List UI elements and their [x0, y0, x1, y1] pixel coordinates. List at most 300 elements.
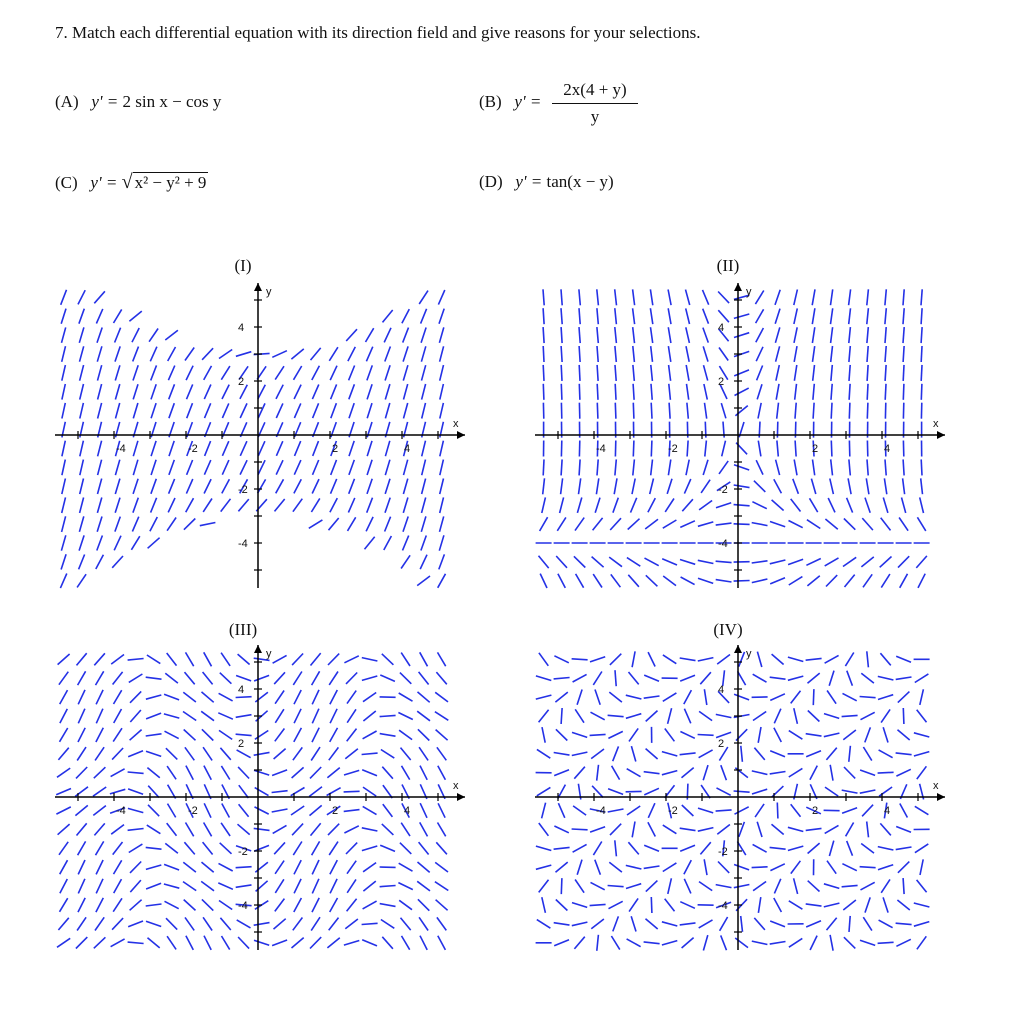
slope-segment	[721, 403, 726, 418]
slope-segment	[863, 747, 871, 761]
slope-segment	[275, 709, 284, 723]
slope-segment	[79, 327, 84, 342]
slope-segment	[275, 366, 284, 379]
slope-segment	[808, 711, 820, 722]
slope-segment	[238, 767, 249, 779]
x-axis-arrow-icon	[937, 793, 945, 801]
slope-segment	[222, 804, 230, 818]
slope-segment	[542, 497, 546, 513]
slope-segment	[255, 788, 269, 796]
slope-segment	[422, 479, 426, 494]
slope-segment	[863, 574, 872, 587]
slope-segment	[294, 403, 300, 418]
slope-segment	[255, 807, 269, 814]
slope-segment	[77, 574, 86, 587]
slope-segment	[419, 747, 428, 760]
slope-segment	[788, 657, 803, 661]
slope-segment	[167, 766, 176, 779]
slope-segment	[222, 936, 230, 950]
problem-number: 7.	[55, 23, 68, 42]
slope-segment	[344, 770, 359, 775]
slope-segment	[772, 654, 784, 664]
slope-segment	[572, 903, 587, 908]
slope-segment	[440, 403, 444, 419]
slope-segment	[327, 788, 341, 796]
slope-segment	[734, 505, 750, 506]
slope-segment	[76, 937, 87, 948]
slope-segment	[418, 692, 430, 702]
slope-segment	[146, 677, 162, 679]
slope-segment	[752, 502, 766, 509]
slope-segment	[202, 862, 214, 872]
slope-segment	[770, 942, 786, 945]
slope-segment	[80, 498, 84, 513]
slope-segment	[614, 478, 617, 494]
slope-segment	[62, 403, 65, 419]
slope-segment	[916, 556, 927, 568]
slope-segment	[575, 709, 584, 722]
slope-segment	[62, 497, 66, 513]
slope-segment	[668, 308, 671, 324]
slope-segment	[572, 922, 588, 926]
slope-segment	[629, 728, 638, 741]
slope-segment	[310, 805, 322, 815]
slope-segment	[754, 748, 764, 760]
slope-segment	[860, 867, 876, 868]
slope-segment	[719, 461, 728, 474]
slope-segment	[825, 787, 838, 796]
slope-segment	[597, 365, 598, 381]
slope-segment	[294, 366, 302, 380]
slope-segment	[716, 732, 731, 737]
slope-segment	[293, 918, 303, 931]
slope-segment	[543, 459, 544, 475]
slope-segment	[80, 403, 84, 419]
slope-segment	[542, 897, 546, 913]
slope-segment	[275, 691, 284, 704]
slope-segment	[752, 579, 768, 583]
slope-segment	[346, 329, 357, 341]
slope-segment	[148, 805, 159, 816]
slope-segment	[133, 441, 138, 456]
slope-segment	[420, 555, 427, 569]
slope-segment	[219, 730, 232, 739]
slope-segment	[80, 346, 84, 361]
slope-segment	[328, 824, 339, 835]
slope-segment	[402, 766, 410, 780]
slope-segment	[554, 826, 568, 833]
slope-segment	[918, 574, 925, 588]
slope-segment	[825, 655, 839, 663]
slope-segment	[867, 327, 868, 343]
slope-segment	[94, 291, 105, 303]
slope-segment	[403, 517, 408, 532]
slope-segment	[329, 918, 339, 931]
slope-segment	[543, 365, 544, 381]
slope-segment	[186, 766, 193, 780]
slope-segment	[591, 882, 605, 889]
slope-segment	[698, 658, 714, 661]
slope-segment	[331, 460, 337, 475]
slope-segment	[756, 328, 764, 342]
slope-segment	[615, 346, 616, 362]
slope-segment	[651, 441, 652, 457]
slope-segment	[665, 499, 674, 512]
slope-segment	[347, 861, 356, 874]
slope-segment	[236, 885, 252, 887]
slope-segment	[899, 518, 908, 531]
slope-segment	[902, 498, 906, 513]
slope-segment	[595, 498, 600, 513]
slope-segment	[860, 770, 875, 775]
slope-segment	[609, 557, 622, 567]
slope-segment	[680, 845, 695, 851]
slope-segment	[146, 734, 162, 736]
slope-segment	[346, 673, 357, 684]
slope-segment	[239, 785, 249, 798]
slope-segment	[203, 842, 213, 854]
slope-segment	[80, 460, 84, 476]
slope-segment	[146, 695, 161, 699]
slope-segment	[717, 825, 730, 835]
slope-segment	[56, 789, 71, 795]
slope-segment	[794, 460, 797, 476]
slope-segment	[920, 859, 923, 875]
slope-segment	[579, 289, 580, 305]
y-tick-label: -4	[718, 538, 728, 550]
slope-segment	[133, 479, 138, 494]
slope-segment	[831, 403, 832, 419]
slope-segment	[735, 388, 749, 395]
slope-segment	[686, 327, 690, 343]
slope-segment	[883, 727, 888, 742]
slope-segment	[849, 289, 851, 305]
slope-segment	[633, 308, 635, 324]
slope-segment	[644, 845, 659, 851]
slope-segment	[186, 498, 194, 512]
slope-segment	[554, 770, 569, 776]
slope-segment	[662, 771, 677, 775]
slope-segment	[698, 560, 714, 563]
slope-segment	[609, 862, 622, 872]
slope-segment	[668, 327, 671, 343]
slope-segment	[401, 918, 411, 930]
slope-segment	[849, 459, 850, 475]
slope-segment	[258, 385, 265, 399]
slope-segment	[560, 497, 564, 513]
slope-segment	[788, 676, 803, 680]
slope-segment	[830, 765, 833, 781]
slope-segment	[680, 753, 696, 755]
slope-segment	[896, 677, 912, 679]
slope-segment	[146, 751, 161, 756]
y-tick-label: -2	[718, 846, 728, 858]
slope-segment	[347, 879, 356, 892]
slope-segment	[648, 498, 655, 512]
slope-segment	[717, 788, 731, 795]
slope-segment	[349, 403, 354, 418]
slope-segment	[78, 671, 86, 685]
slope-segment	[97, 346, 102, 361]
slope-segment	[186, 936, 193, 950]
slope-segment	[219, 901, 232, 910]
slope-segment	[810, 936, 817, 950]
slope-segment	[440, 365, 444, 381]
slope-segment	[849, 916, 850, 932]
slope-segment	[577, 690, 582, 705]
slope-segment	[645, 558, 659, 566]
slope-segment	[703, 935, 707, 950]
slope-segment	[420, 652, 428, 666]
slope-segment	[362, 923, 378, 924]
slope-segment	[591, 749, 604, 759]
slope-segment	[330, 690, 337, 704]
equation-a-label: (A)	[55, 92, 79, 111]
slope-segment	[826, 575, 837, 586]
slope-segment	[770, 522, 785, 527]
slope-segment	[878, 676, 894, 680]
slope-segment	[705, 441, 707, 457]
x-tick-label: 4	[404, 805, 411, 817]
slope-segment	[557, 517, 566, 530]
slope-segment	[669, 365, 671, 381]
y-tick-label: -4	[238, 538, 248, 550]
slope-segment	[644, 675, 659, 681]
slope-segment	[686, 290, 690, 305]
slope-segment	[813, 403, 814, 419]
slope-segment	[57, 938, 70, 947]
slope-segment	[628, 842, 638, 854]
slope-segment	[593, 672, 602, 685]
slope-segment	[313, 460, 319, 475]
x-tick-label: 2	[332, 805, 339, 817]
slope-segment	[885, 365, 886, 381]
slope-segment	[669, 403, 670, 419]
equation-c	[55, 172, 208, 193]
y-tick-label: -2	[718, 484, 728, 496]
slope-segment	[651, 384, 652, 400]
slope-segment	[276, 460, 283, 474]
slope-segment	[56, 807, 70, 814]
slope-segment	[168, 366, 174, 381]
slope-segment	[292, 767, 304, 778]
slope-segment	[650, 308, 652, 324]
slope-segment	[78, 709, 85, 724]
slope-segment	[595, 690, 600, 705]
slope-segment	[399, 863, 413, 871]
slope-segment	[903, 459, 904, 475]
slope-segment	[363, 711, 375, 721]
slope-segment	[439, 327, 443, 342]
slope-segment	[704, 859, 707, 875]
slope-segment	[626, 865, 642, 869]
slope-segment	[59, 672, 68, 685]
slope-segment	[419, 842, 429, 854]
slope-segment	[597, 403, 598, 419]
slope-segment	[78, 898, 85, 912]
slope-segment	[573, 806, 586, 815]
slope-segment	[770, 772, 786, 774]
slope-segment	[439, 535, 444, 550]
slope-segment	[146, 865, 161, 869]
slope-segment	[878, 942, 894, 943]
slope-segment	[60, 898, 68, 912]
slope-segment	[240, 441, 247, 456]
slope-segment	[753, 712, 766, 721]
slope-segment	[917, 710, 927, 723]
slope-segment	[540, 517, 548, 531]
slope-segment	[254, 675, 269, 681]
slope-segment	[293, 842, 302, 856]
slope-segment	[879, 787, 892, 796]
slope-segment	[777, 403, 779, 419]
slope-segment	[61, 309, 66, 324]
slope-segment	[436, 730, 448, 741]
slope-segment	[128, 751, 143, 757]
slope-segment	[615, 384, 616, 400]
slope-segment	[183, 692, 196, 702]
slope-segment	[842, 808, 857, 814]
slope-segment	[312, 841, 320, 855]
slope-segment	[597, 384, 598, 400]
slope-segment	[770, 921, 785, 927]
slope-segment	[146, 883, 161, 889]
x-tick-label: 4	[884, 805, 891, 817]
slope-segment	[615, 327, 617, 343]
slope-segment	[130, 900, 142, 911]
slope-segment	[662, 922, 677, 926]
slope-segment	[383, 804, 393, 817]
slope-segment	[788, 827, 803, 831]
slope-segment	[437, 747, 446, 760]
slope-segment	[292, 824, 303, 836]
slope-segment	[151, 498, 157, 513]
slope-segment	[651, 403, 652, 419]
slope-segment	[597, 327, 598, 343]
slope-segment	[705, 403, 707, 419]
slope-segment	[115, 517, 120, 532]
slope-segment	[77, 917, 86, 930]
slope-segment	[97, 536, 103, 551]
slope-segment	[422, 365, 426, 380]
slope-segment	[633, 384, 634, 400]
slope-segment	[806, 734, 822, 736]
slope-segment	[716, 580, 732, 582]
slope-segment	[110, 789, 125, 794]
direction-field-2	[535, 283, 945, 588]
slope-segment	[57, 768, 70, 777]
slope-segment	[615, 670, 616, 686]
slope-segment	[921, 327, 922, 343]
slope-segment	[776, 460, 780, 475]
slope-segment	[380, 675, 395, 681]
slope-segment	[128, 942, 144, 943]
slope-segment	[115, 346, 120, 361]
slope-segment	[539, 710, 549, 722]
slope-segment	[846, 823, 854, 837]
slope-segment	[164, 884, 179, 888]
slope-segment	[275, 861, 284, 874]
slope-segment	[537, 920, 551, 929]
slope-segment	[312, 860, 319, 874]
slope-segment	[903, 878, 904, 894]
slope-segment	[111, 825, 124, 835]
slope-segment	[610, 518, 621, 530]
slope-segment	[900, 804, 908, 818]
slope-segment	[849, 746, 851, 762]
slope-segment	[363, 787, 376, 796]
slope-segment	[554, 753, 570, 756]
slope-segment	[344, 791, 360, 792]
slope-segment	[573, 844, 587, 852]
slope-segment	[686, 365, 689, 381]
slope-segment	[146, 921, 161, 926]
slope-segment	[187, 384, 193, 399]
x-axis-label: x	[933, 780, 939, 792]
slope-segment	[813, 365, 815, 381]
slope-segment	[435, 882, 448, 891]
slope-segment	[590, 734, 606, 735]
slope-segment	[272, 809, 288, 812]
slope-segment	[734, 581, 750, 582]
slope-segment	[97, 498, 101, 513]
slope-segment	[703, 346, 708, 361]
slope-segment	[843, 730, 856, 740]
slope-segment	[239, 804, 249, 816]
slope-segment	[824, 903, 840, 907]
slope-segment	[205, 403, 211, 418]
slope-segment	[831, 384, 832, 400]
slope-segment	[615, 840, 617, 856]
slope-segment	[130, 691, 141, 702]
slope-segment	[884, 478, 886, 494]
slope-segment	[331, 403, 337, 418]
slope-segment	[435, 692, 448, 702]
slope-segment	[402, 309, 409, 323]
equation-b-numerator: 2x(4 + y)	[563, 80, 627, 99]
slope-segment	[96, 555, 104, 569]
slope-segment	[648, 652, 655, 666]
slope-segment	[130, 880, 141, 892]
slope-segment	[615, 308, 617, 324]
slope-segment	[849, 308, 851, 324]
slope-segment	[896, 847, 912, 850]
slope-segment	[294, 879, 301, 893]
slope-segment	[219, 863, 233, 871]
x-tick-label: -2	[188, 443, 198, 455]
slope-segment	[311, 747, 320, 760]
slope-segment	[628, 575, 639, 587]
slope-segment	[831, 327, 833, 343]
slope-segment	[789, 577, 803, 585]
slope-segment	[380, 845, 395, 851]
slope-segment	[867, 651, 869, 667]
slope-segment	[146, 847, 162, 849]
slope-segment	[111, 769, 125, 777]
slope-segment	[344, 826, 358, 833]
slope-segment	[734, 524, 750, 525]
direction-field-4	[535, 645, 945, 950]
slope-segment	[593, 842, 601, 856]
equation-d-rhs: tan(x − y)	[546, 172, 614, 191]
slope-segment	[827, 691, 836, 704]
slope-segment	[422, 403, 426, 419]
slope-segment	[115, 460, 119, 475]
slope-segment	[878, 772, 894, 773]
slope-segment	[789, 768, 803, 777]
slope-segment	[309, 787, 322, 797]
slope-segment	[329, 672, 338, 685]
